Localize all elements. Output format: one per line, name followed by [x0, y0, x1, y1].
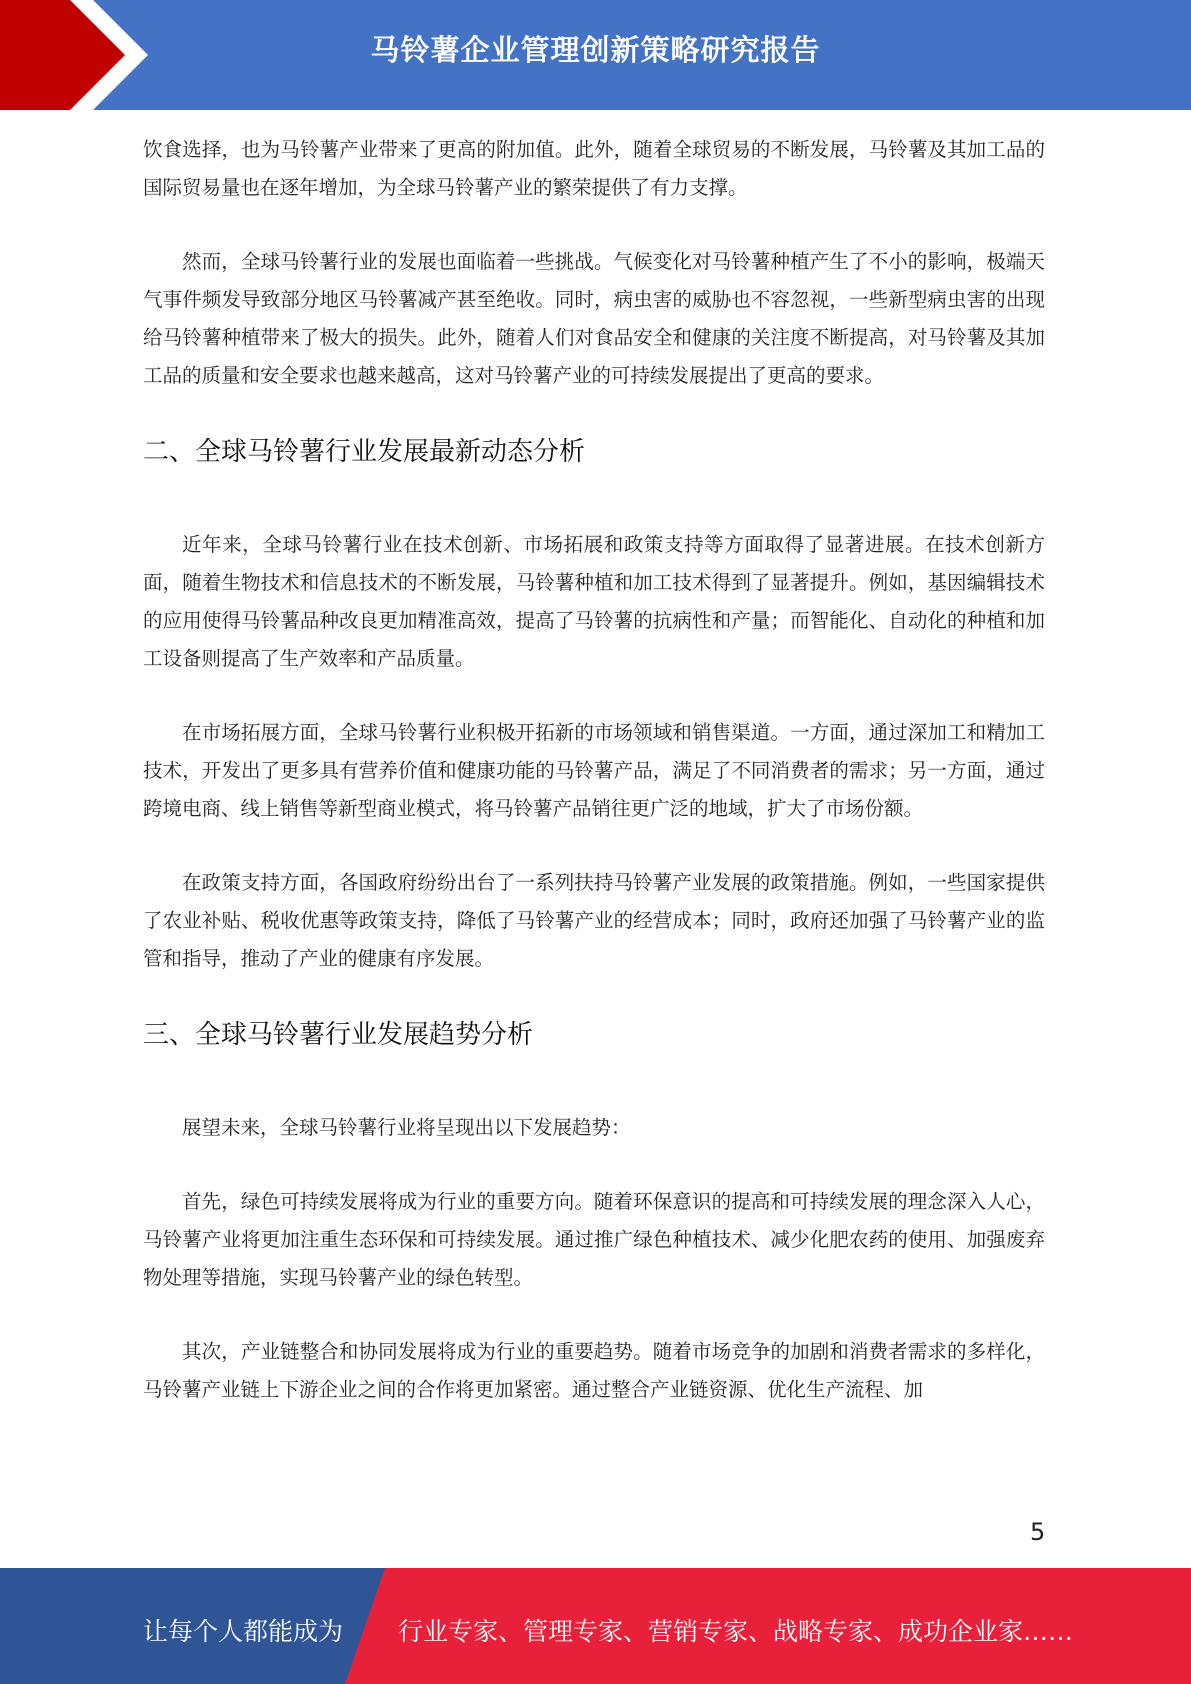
footer-slogan-left: 让每个人都能成为: [143, 1617, 344, 1646]
page-number: 5: [1030, 1518, 1046, 1546]
report-title: 马铃薯企业管理创新策略研究报告: [370, 33, 821, 67]
section-heading: 三、全球马铃薯行业发展趋势分析: [143, 1020, 534, 1050]
paragraph: 首先，绿色可持续发展将成为行业的重要方向。随着环保意识的提高和可持续发展的理念深入人心，马铃薯产业将更加注重生态环保和可持续发展。通过推广绿色种植技术、减少化肥农药的使用、加强废弃物处理等措施，实现马铃薯产业的绿色转型。: [143, 1190, 1045, 1289]
paragraph: 近年来，全球马铃薯行业在技术创新、市场拓展和政策支持等方面取得了显著进展。在技术创新方面，随着生物技术和信息技术的不断发展，马铃薯种植和加工技术得到了显著提升。例如，基因编辑技术的应用使得马铃薯品种改良更加精准高效，提高了马铃薯的抗病性和产量；而智能化、自动化的种植和加工设备则提高了生产效率和产品质量。: [143, 533, 1045, 670]
main-content: [143, 131, 1045, 1445]
paragraph: 在市场拓展方面，全球马铃薯行业积极开拓新的市场领域和销售渠道。一方面，通过深加工和精加工技术，开发出了更多具有营养价值和健康功能的马铃薯产品，满足了不同消费者的需求；另一方面，通过跨境电商、线上销售等新型商业模式，将马铃薯产品销往更广泛的地域，扩大了市场份额。: [143, 721, 1045, 820]
paragraph: 展望未来，全球马铃薯行业将呈现出以下发展趋势：: [182, 1116, 631, 1139]
page-header: [0, 0, 1191, 110]
footer-slogan-right: 行业专家、管理专家、营销专家、战略专家、成功企业家……: [398, 1617, 1074, 1646]
paragraph: 在政策支持方面，各国政府纷纷出台了一系列扶持马铃薯产业发展的政策措施。例如，一些国家提供了农业补贴、税收优惠等政策支持，降低了马铃薯产业的经营成本；同时，政府还加强了马铃薯产业的监管和指导，推动了产业的健康有序发展。: [143, 871, 1045, 970]
paragraph: 其次，产业链整合和协同发展将成为行业的重要趋势。随着市场竞争的加剧和消费者需求的多样化，马铃薯产业链上下游企业之间的合作将更加紧密。通过整合产业链资源、优化生产流程、加: [143, 1340, 1045, 1401]
page-footer: [0, 1568, 1191, 1684]
section-heading: 二、全球马铃薯行业发展最新动态分析: [143, 437, 586, 467]
paragraph: 饮食选择，也为马铃薯产业带来了更高的附加值。此外，随着全球贸易的不断发展，马铃薯及其加工品的国际贸易量也在逐年增加，为全球马铃薯产业的繁荣提供了有力支撑。: [143, 138, 1045, 199]
paragraph: 然而，全球马铃薯行业的发展也面临着一些挑战。气候变化对马铃薯种植产生了不小的影响，极端天气事件频发导致部分地区马铃薯减产甚至绝收。同时，病虫害的威胁也不容忽视，一些新型病虫害的出现给马铃薯种植带来了极大的损失。此外，随着人们对食品安全和健康的关注度不断提高，对马铃薯及其加工品的质量和安全要求也越来越高，这对马铃薯产业的可持续发展提出了更高的要求。: [143, 250, 1045, 387]
